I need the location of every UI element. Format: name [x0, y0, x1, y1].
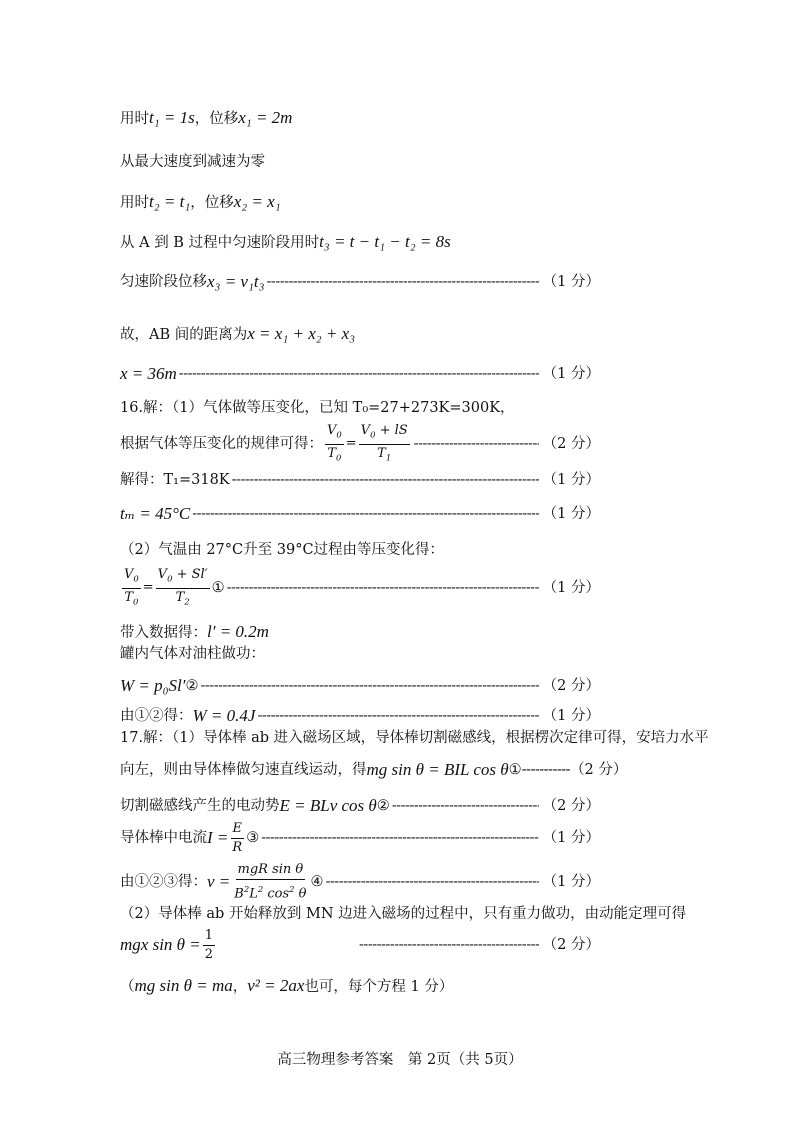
line-14: 带入数据得：l′ = 0.2m	[120, 622, 269, 641]
dash-leader	[257, 706, 538, 726]
line-11	[120, 504, 600, 524]
line-15: 罐内气体对油柱做功：	[120, 646, 265, 662]
dash-leader	[414, 434, 539, 454]
fraction-E-R: $\frac{E}{R}$	[232, 820, 243, 855]
score: （2 分）	[570, 762, 628, 778]
fraction-V0-T0: $\frac{V_0}{T_0}$	[124, 566, 139, 607]
formula-xsum: x = x₁ + x₂ + x₃	[247, 324, 356, 343]
dash-leader	[179, 364, 539, 384]
formula-x2: x₂ = x₁	[233, 192, 281, 211]
score: （1 分）	[542, 366, 600, 382]
formula-W: W = p₀Sl′	[120, 676, 186, 695]
formula-lprime: l′ = 0.2m	[207, 622, 269, 641]
dash-leader	[261, 828, 538, 848]
formula-force: mg sin θ = BIL cos θ	[366, 760, 509, 779]
line-12: （2）气温由 27°C升至 39°C过程由等压变化得：	[120, 542, 445, 558]
line-16: W = p₀Sl′ ② ----- （2 分）	[120, 676, 600, 696]
formula-x1: x₁ = 2m	[238, 108, 293, 127]
line-13: $\frac{V_0}{T_0}$ = $\frac{V_0 + Sl'}{T_2}$ ① ----- （1 分）	[120, 566, 600, 610]
score: （2 分）	[542, 678, 600, 694]
line-24: mgx sin θ = $\frac{1}{2}$ ----- （2 分）	[120, 924, 600, 966]
line-6: 故，AB 间的距离为x = x₁ + x₂ + x₃	[120, 324, 356, 343]
formula-tm: tₘ = 45°C	[120, 504, 191, 523]
formula-t2: t₂ = t₁	[149, 192, 191, 211]
dash-leader	[227, 578, 539, 598]
score: （1 分）	[542, 472, 600, 488]
line-22: 由①②③得： v = $\frac{\text{mgR sin θ}}{B^2L^2 \cos^2 \theta}$ ④ ----- （1 分）	[120, 860, 600, 904]
line-25: （mg sin θ = ma，v² = 2ax也可，每个方程 1 分）	[120, 976, 454, 995]
line-21: 导体棒中电流 I = $\frac{E}{R}$ ③ ----- （1 分）	[120, 818, 600, 858]
dash-leader	[392, 796, 539, 816]
dash-leader	[326, 872, 539, 892]
score: （2 分）	[542, 798, 600, 814]
score: （1 分）	[542, 274, 600, 290]
score: （1 分）	[542, 708, 600, 724]
fraction-V0-T0: $\frac{V_0}{T_0}$	[327, 422, 342, 463]
line-8: 16.解：（1）气体做等压变化，已知 T₀=27+273K=300K，	[120, 400, 515, 416]
line-7	[120, 364, 600, 384]
line-1: 用时t₁ = 1s，位移x₁ = 2m	[120, 108, 293, 127]
formula-x36: x = 36m	[120, 364, 177, 383]
formula-x3: x₃ = v₁t₃	[207, 272, 265, 291]
line-2: 从最大速度到减速为零	[120, 154, 265, 170]
score: （2 分）	[542, 937, 600, 953]
score: （1 分）	[542, 830, 600, 846]
dash-leader	[201, 676, 539, 696]
dash-leader	[267, 272, 539, 292]
dash-leader	[232, 470, 539, 490]
formula-t3: t₃ = t − t₁ − t₂ = 8s	[319, 232, 451, 251]
line-20: 切割磁感线产生的电动势 E = BLv cos θ ② ----- （2 分）	[120, 796, 600, 816]
formula-mgsin: mg sin θ = ma	[134, 976, 233, 995]
line-9: 根据气体等压变化的规律可得： $\frac{V_0}{T_0}$ = $\frac{V_0 + lS}{T_1}$ ----- （2 分）	[120, 424, 600, 464]
line-10: 解得：T₁=318K ----- （1 分）	[120, 470, 600, 490]
score: （1 分）	[542, 874, 600, 890]
fraction-half: $\frac{1}{2}$	[204, 927, 214, 962]
line-3: 用时t₂ = t₁，位移x₂ = x₁	[120, 192, 281, 211]
dash-leader	[359, 935, 539, 955]
line-19: 向左，则由导体棒做匀速直线运动，得 mg sin θ = BIL cos θ ① ----------- （2 分）	[120, 760, 628, 779]
line-23: （2）导体棒 ab 开始释放到 MN 边进入磁场的过程中，只有重力做功，由动能定理可得	[120, 906, 687, 922]
line-17: 由①②得： W = 0.4J ----- （1 分）	[120, 706, 600, 726]
line-5: 匀速阶段位移 x₃ = v₁t₃ ----- （1 分）	[120, 272, 600, 292]
dash-leader	[192, 504, 538, 524]
formula-t1: t₁ = 1s	[149, 108, 195, 127]
score: （1 分）	[542, 580, 600, 596]
fraction-V0-Sl-T2: $\frac{V_0 + Sl'}{T_2}$	[157, 566, 208, 607]
line-18: 17.解：（1）导体棒 ab 进入磁场区域，导体棒切割磁感线，根据楞次定律可得，安培力水平	[120, 730, 709, 746]
score: （1 分）	[542, 506, 600, 522]
page-footer: 高三物理参考答案 第 2页（共 5页）	[277, 1052, 523, 1068]
score: （2 分）	[542, 436, 600, 452]
fraction-velocity: $\frac{\text{mgR sin θ}}{B^2L^2 \cos^2 \theta}$	[234, 861, 307, 902]
fraction-V0-lS-T1: $\frac{V_0 + lS}{T_1}$	[360, 422, 408, 463]
formula-W04: W = 0.4J	[192, 706, 256, 725]
line-4: 从 A 到 B 过程中匀速阶段用时t₃ = t − t₁ − t₂ = 8s	[120, 232, 451, 251]
formula-emf: E = BLv cos θ	[279, 796, 377, 815]
formula-v2: v² = 2ax	[247, 976, 305, 995]
